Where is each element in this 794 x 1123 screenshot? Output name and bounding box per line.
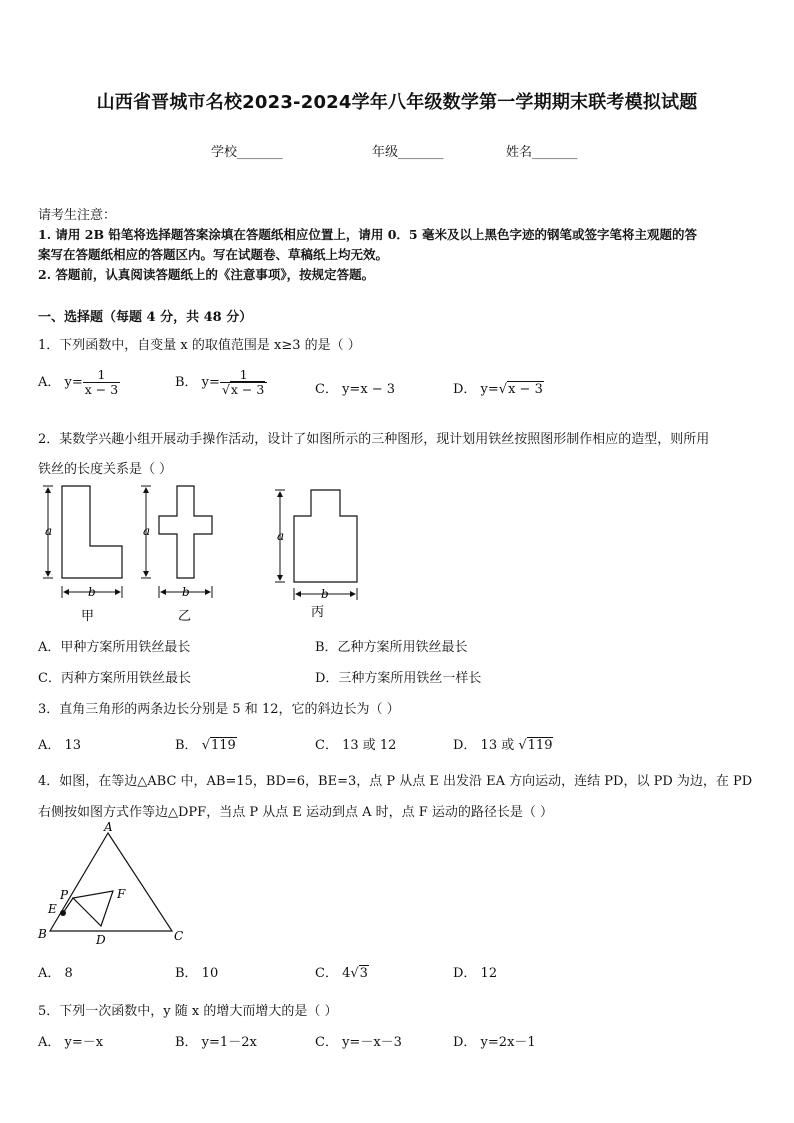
notice-line-1b: 案写在答题纸相应的答题区内。写在试题卷、草稿纸上均无效。 [38,247,389,262]
q4-c-coef: 4 [342,966,351,981]
q5-option-a: A． y=－x [38,1035,104,1050]
q3-stem: 3．直角三角形的两条边长分别是 5 和 12，它的斜边长为（ ） [38,702,400,717]
notice-heading: 请考生注意： [38,208,117,223]
label-c: C [174,929,184,943]
q3-option-d: D． 13 或 √119 [453,738,553,753]
q4-figure [30,820,200,948]
page-title: 山西省晋城市名校2023-2024学年八年级数学第一学期期末联考模拟试题 [96,92,698,113]
fig-bing-label: 丙 [311,605,325,620]
notice-line-1: 1. 请用 2B 铅笔将选择题答案涂填在答题纸相应位置上，请用 0．5 毫米及以上黑色字迹的钢笔或签字笔将主观题的答 [38,227,697,242]
q2-option-b: B．乙种方案所用铁丝最长 [315,640,468,655]
label-b: B [38,927,47,941]
q2-figures [35,478,375,628]
figure-bing [275,490,357,620]
q4-c-radicand: 3 [359,966,368,981]
q1-b-numerator: 1 [239,367,248,382]
q1-b-label: B． y= [175,375,220,390]
q3-b-radicand: 119 [210,738,236,753]
fig-jia-b: b [88,585,96,599]
q1-a-label: A． y= [38,375,83,390]
fig-yi-b: b [182,585,190,599]
q3-option-a: A． 13 [38,738,82,753]
q3-option-b: B． √119 [175,738,236,753]
q1-a-numerator: 1 [97,367,106,382]
fig-bing-b: b [321,587,329,601]
name-field: 姓名_______ [506,145,578,160]
q3-option-c: C． 13 或 12 [315,738,397,753]
q1-stem: 1．下列函数中，自变量 x 的取值范围是 x≥3 的是（ ） [38,338,361,353]
fig-bing-a: a [277,529,285,543]
q1-option-a [38,368,120,397]
fig-yi-a: a [143,524,151,538]
q1-option-c: C． y=x − 3 [315,382,396,397]
q4-option-d: D． 12 [453,966,498,981]
q1-a-fraction [83,368,120,397]
q3-b-label: B． [175,738,198,753]
q1-d-label: D． y= [453,382,499,397]
q1-option-b [175,368,267,397]
label-p: P [60,888,69,902]
q4-stem-line-1: 4．如图，在等边△ABC 中，AB=15，BD=6，BE=3，点 P 从点 E 出发沿 EA 方向运动，连结 PD，以 PD 为边，在 PD [38,774,753,789]
label-d: D [96,933,106,947]
point-e-marker [60,910,66,916]
q4-c-label: C． [315,966,338,981]
section-heading: 一、选择题（每题 4 分，共 48 分） [38,310,253,325]
q2-stem-line-1: 2．某数学兴趣小组开展动手操作活动，设计了如图所示的三种图形，现计划用铁丝按照图形制作相应的造型，则所用 [38,432,710,447]
q3-d-label: D． 13 或 [453,738,515,753]
q2-option-d: D．三种方案所用铁丝一样长 [315,671,482,686]
figure-jia [43,486,122,624]
q5-option-b: B． y=1－2x [175,1035,257,1050]
fig-jia-a: a [45,524,53,538]
notice-line-2: 2. 答题前，认真阅读答题纸上的《注意事项》，按规定答题。 [38,267,375,282]
grade-field: 年级_______ [372,145,444,160]
fig-jia-label: 甲 [81,609,95,624]
q5-option-c: C． y=－x－3 [315,1035,402,1050]
q4-option-b: B． 10 [175,966,219,981]
q5-stem: 5．下列一次函数中，y 随 x 的增大而增大的是（ ） [38,1004,338,1019]
figure-yi [141,486,212,624]
q5-option-d: D． y=2x－1 [453,1035,536,1050]
school-field: 学校_______ [211,145,283,160]
q1-b-radicand: x − 3 [230,382,265,397]
label-a: A [104,820,113,834]
fig-yi-label: 乙 [178,609,192,624]
label-e: E [48,902,57,916]
q1-option-d: D． y=√x − 3 [453,382,543,397]
q4-stem-line-2: 右侧按如图方式作等边△DPF，当点 P 从点 E 运动到点 A 时，点 F 运动的路径长是（ ） [38,805,554,820]
q1-b-denominator: √x − 3 [220,382,267,397]
q4-option-a: A． 8 [38,966,73,981]
q2-option-a: A．甲种方案所用铁丝最长 [38,640,191,655]
label-f: F [117,887,126,901]
q1-b-fraction [220,368,267,397]
q2-stem-line-2: 铁丝的长度关系是（ ） [38,462,173,477]
q1-a-denominator: x − 3 [84,382,119,397]
q2-option-c: C．丙种方案所用铁丝最长 [38,671,191,686]
q3-d-radicand: 119 [527,738,553,753]
q1-d-radicand: x − 3 [508,382,543,397]
q4-option-c: C． 4√3 [315,966,368,981]
